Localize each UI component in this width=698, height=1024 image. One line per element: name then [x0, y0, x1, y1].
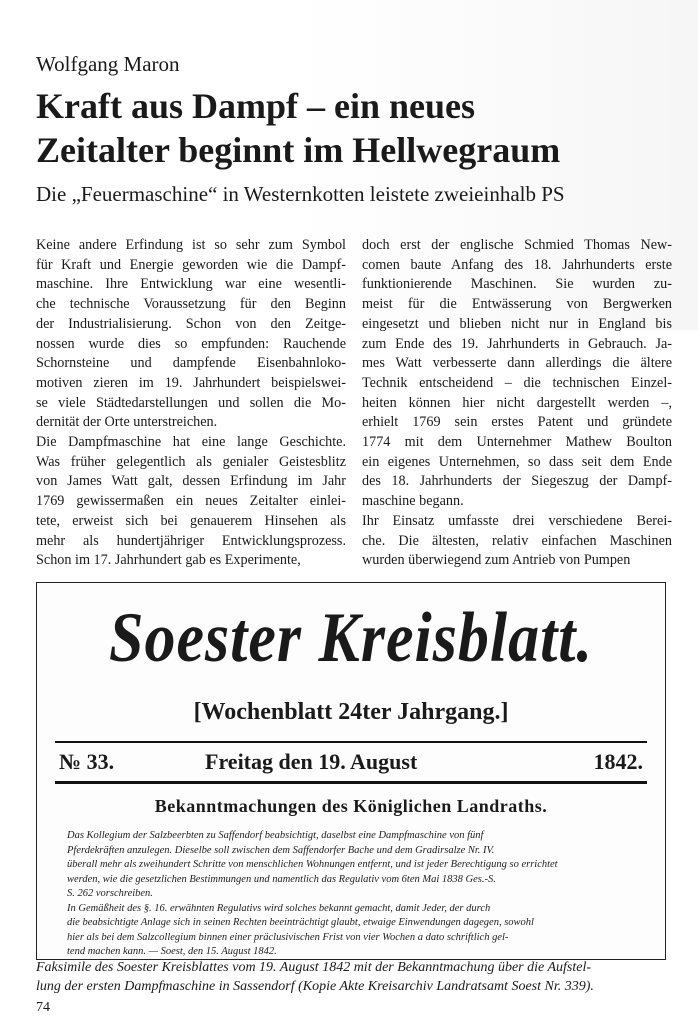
masthead-title: Soester Kreisblatt.	[108, 598, 594, 678]
article-title	[36, 84, 666, 172]
masthead-jahrgang: [Wochenblatt 24ter Jahrgang.]	[193, 699, 509, 725]
body-text-line: tete, erweist sich bei genauerem Hinsehen als	[36, 512, 346, 529]
body-text-line: von James Watt galt, dessen Erfindung im Jahr	[36, 473, 346, 490]
body-text-line: Keine andere Erfindung ist so sehr zum Symbol	[36, 237, 346, 253]
body-text-line: Die Dampfmaschine hat eine lange Geschichte.	[36, 434, 346, 451]
body-text-line: doch erst der englische Schmied Thomas New-	[362, 237, 672, 253]
body-text-line: erhielt 1769 sein erstes Patent und gründete	[362, 414, 672, 431]
body-column-left	[36, 236, 346, 571]
body-text-line: meist für die Entwässerung von Bergwerken	[362, 296, 672, 313]
body-text-line: ein eigenes Unternehmen, so dass seit dem Ende	[362, 453, 672, 470]
body-text-line: Ihr Einsatz umfasste drei verschiedene Berei-	[362, 512, 672, 529]
article-subtitle: Die „Feuermaschine“ in Westernkotten leistete zweieinhalb PS	[36, 182, 565, 206]
body-text-line: maschine. Ihre Entwicklung war eine wesentli-	[36, 276, 346, 293]
caption-line-1: Faksimile des Soester Kreisblattes vom 19. August 1842 mit der Bekanntmachung über die Aufstel-	[36, 960, 591, 975]
divider-rule	[55, 741, 647, 743]
body-text-line: mehr als hundertjähriger Entwicklungsprozess.	[36, 532, 346, 549]
body-text-line: für Kraft und Energie geworden wie die Dampf-	[36, 256, 346, 273]
page-number: 74	[36, 1000, 50, 1015]
issue-year: 1842.	[593, 749, 643, 774]
caption-line-2: lung der ersten Dampfmaschine in Sassendorf (Kopie Akte Kreisarchiv Landratsamt Soest Nr. 339).	[36, 979, 594, 994]
body-text-line: 1774 mit dem Unternehmer Mathew Boulton	[362, 434, 672, 451]
body-text-line: funktionierende Maschinen. Sie wurden zu-	[362, 276, 672, 293]
body-text-line: wurden überwiegend zum Antrieb von Pumpen	[362, 552, 631, 569]
body-text-line: 1769 gewissermaßen ein neues Zeitalter einlei-	[36, 493, 346, 510]
body-text-line: der Industrialisierung. Schon von den Zeitge-	[36, 315, 346, 332]
body-text-line: zum Ende des 19. Jahrhunderts in Gebrauch. Ja-	[362, 335, 672, 352]
body-text-line: Schornsteine und dampfende Eisenbahnloko-	[36, 355, 346, 372]
notice-text-line: Pferdekräften anzulegen. Dieselbe soll zwischen dem Saffendorfer Bache und dem Gradirsalze Nr. IV.	[67, 844, 495, 856]
body-text-line: che technische Voraussetzung für den Beginn	[36, 296, 346, 313]
author-name: Wolfgang Maron	[36, 52, 180, 76]
issue-line	[55, 749, 647, 779]
body-text-line: heiten können hier nicht dargestellt werden –,	[362, 394, 672, 411]
notice-text-line: tend machen kann. — Soest, den 15. August 1842.	[67, 946, 277, 957]
notice-text-line: S. 262 vorschreiben.	[67, 888, 153, 899]
notice-text-line: die beabsichtigte Anlage sich in seinen Rechten beeinträchtigt glaubt, etwaige Einwendungen dagegen, sowohl	[67, 917, 534, 928]
body-text-line: dernität der Orte unterstreichen.	[36, 414, 218, 431]
body-column-right	[362, 236, 672, 571]
title-line-2: Zeitalter beginnt im Hellwegraum	[36, 130, 561, 170]
figure-caption	[36, 958, 664, 996]
body-text-line: des 18. Jahrhunderts der Siegeszug der Dampf-	[362, 473, 672, 490]
notice-text-line: werden, wie die gesetzlichen Bestimmungen und namentlich das Regulativ vom 6ten Mai 1838 Ges.-S.	[67, 873, 496, 885]
body-text-line: mes Watt verbesserte dann allerdings die ältere	[362, 355, 672, 372]
body-text-line: Was früher gelegentlich als genialer Geistesblitz	[36, 453, 346, 470]
divider-rule	[55, 781, 647, 784]
notice-text-line: hier als bei dem Salzcollegium binnen einer präclusivischen Frist von vier Wochen a dato schriftlich gel-	[67, 931, 509, 943]
issue-date: Freitag den 19. August	[205, 749, 418, 774]
body-text-line: Technik entscheidend – die technischen Einzel-	[362, 374, 672, 391]
body-text-line: nossen wurde dies so empfunden: Rauchende	[36, 335, 346, 352]
notice-text-line: Das Kollegium der Salzbeerbten zu Saffendorf beabsichtigt, daselbst eine Dampfmaschine von fünf	[67, 830, 484, 841]
body-text-line: Schon im 17. Jahrhundert gab es Experimente,	[36, 552, 301, 569]
notice-text	[67, 829, 635, 960]
body-text-line: maschine begann.	[362, 493, 464, 510]
body-text-line: motiven zieren im 19. Jahrhundert beispielswei-	[36, 374, 346, 391]
body-text-line: comen baute Anfang des 18. Jahrhunderts erste	[362, 256, 672, 273]
body-text-line: se viele Städtedarstellungen und sollen die Mo-	[36, 394, 346, 411]
notice-heading: Bekanntmachungen des Königlichen Landraths.	[154, 796, 548, 816]
notice-text-line: In Gemäßheit des §. 16. erwähnten Regulativs wird solches bekannt gemacht, damit Jeder, der durch	[67, 902, 491, 914]
body-text-line: eingesetzt und blieben nicht nur in England bis	[362, 315, 672, 332]
body-text-line: che. Die ältesten, relativ einfachen Maschinen	[362, 532, 672, 549]
title-line-1: Kraft aus Dampf – ein neues	[36, 86, 475, 126]
notice-text-line: überall mehr als zweihundert Schritte von menschlichen Wohnungen entfernt, und ist jeder Berechtigung so errichtet	[67, 859, 558, 870]
facsimile-figure	[36, 582, 666, 960]
issue-number: № 33.	[59, 749, 115, 774]
